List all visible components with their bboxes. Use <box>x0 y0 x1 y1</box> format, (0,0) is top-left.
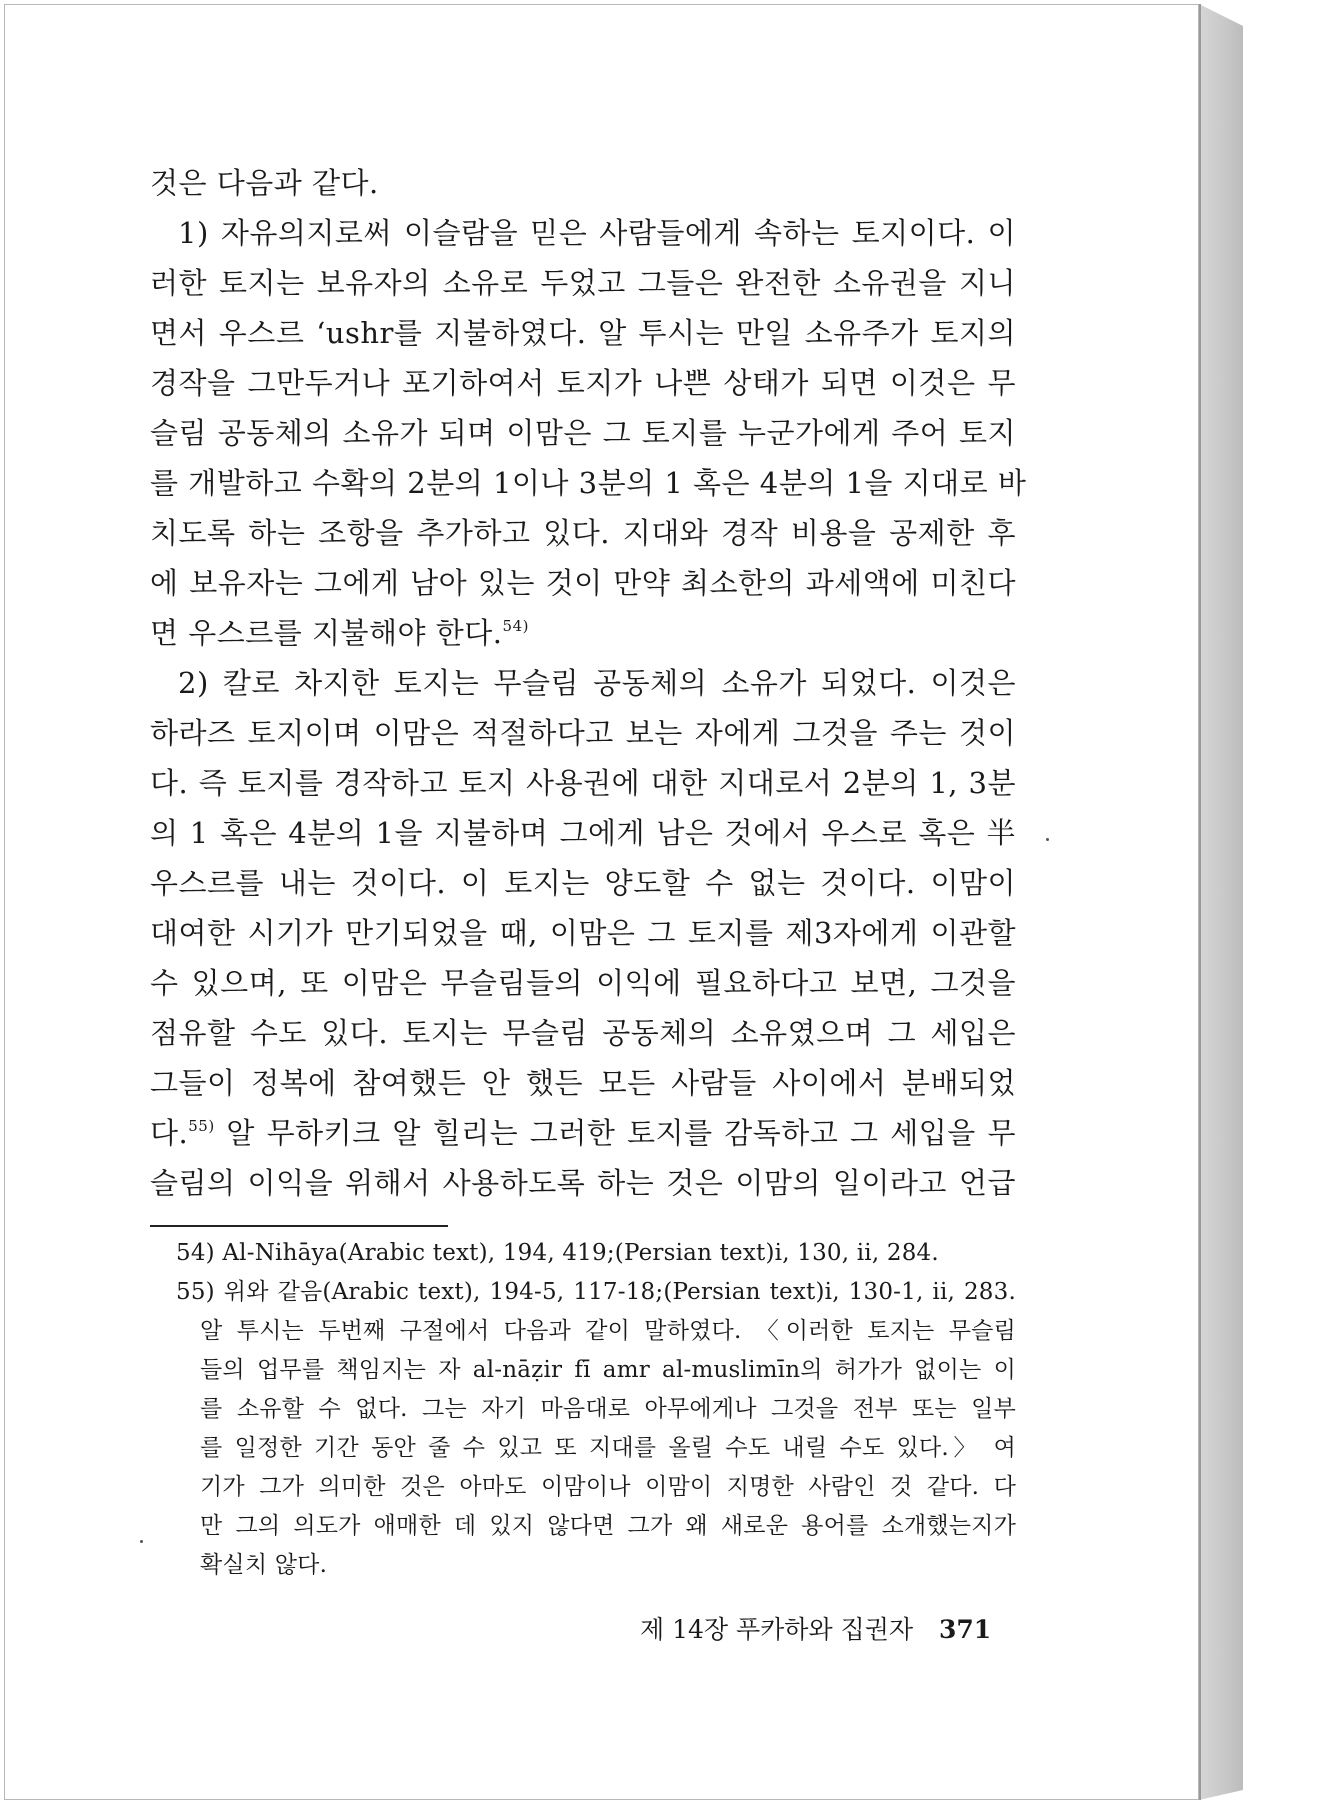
body-line: 2) 칼로 차지한 토지는 무슬림 공동체의 소유가 되었다. 이것은 <box>178 666 1016 700</box>
body-line-text: 다. <box>150 1116 189 1150</box>
footnote-line: 들의 업무를 책임지는 자 al-nāẓir fī amr al-muslimīn의 허가가 없이는 이 <box>200 1357 1016 1383</box>
footnote-line: 를 일정한 기간 동안 줄 수 있고 또 지대를 올릴 수도 내릴 수도 있다.〉 여 <box>200 1435 1016 1461</box>
body-line: 하라즈 토지이며 이맘은 적절하다고 보는 자에게 그것을 주는 것이 <box>150 716 1016 750</box>
body-line: 를 개발하고 수확의 2분의 1이나 3분의 1 혹은 4분의 1을 지대로 바 <box>150 466 1027 500</box>
footnote-line: 확실치 않다. <box>200 1552 328 1578</box>
body-line-text: 알 무하키크 알 힐리는 그러한 토지를 감독하고 그 세입을 무 <box>226 1116 1016 1150</box>
footnote-ref-54: 54) <box>502 617 529 635</box>
page-edge-line <box>1199 4 1201 1800</box>
body-line: 의 1 혹은 4분의 1을 지불하며 그에게 남은 것에서 우스로 혹은 半 <box>150 816 1016 850</box>
running-footer <box>640 1610 991 1646</box>
body-line: 점유할 수도 있다. 토지는 무슬림 공동체의 소유였으며 그 세입은 <box>150 1016 1016 1050</box>
footnote-line: 알 투시는 두번째 구절에서 다음과 같이 말하였다. 〈이러한 토지는 무슬림 <box>200 1318 1016 1344</box>
body-line: 수 있으며, 또 이맘은 무슬림들의 이익에 필요하다고 보면, 그것을 <box>150 966 1016 1000</box>
footnote-divider <box>150 1225 448 1227</box>
footnote-ref-55: 55) <box>188 1117 215 1135</box>
body-line: 에 보유자는 그에게 남아 있는 것이 만약 최소한의 과세액에 미친다 <box>150 566 1016 600</box>
body-line: 경작을 그만두거나 포기하여서 토지가 나쁜 상태가 되면 이것은 무 <box>150 366 1016 400</box>
body-line: 우스르를 내는 것이다. 이 토지는 양도할 수 없는 것이다. 이맘이 <box>150 866 1016 900</box>
body-line: 것은 다음과 같다. <box>150 166 379 200</box>
body-line: 슬림 공동체의 소유가 되며 이맘은 그 토지를 누군가에게 주어 토지 <box>150 416 1016 450</box>
body-line: 면서 우스르 ‘ushr를 지불하였다. 알 투시는 만일 소유주가 토지의 <box>150 316 1016 350</box>
body-line: 다. 즉 토지를 경작하고 토지 사용권에 대한 지대로서 2분의 1, 3분 <box>150 766 1016 800</box>
body-line: 슬림의 이익을 위해서 사용하도록 하는 것은 이맘의 일이라고 언급 <box>150 1166 1016 1200</box>
footnotes <box>176 1234 1016 1585</box>
body-line: 러한 토지는 보유자의 소유로 두었고 그들은 완전한 소유권을 지니 <box>150 266 1016 300</box>
print-speck <box>1046 838 1049 841</box>
body-line-text: 면 우스르를 지불해야 한다. <box>150 616 503 650</box>
body-line <box>150 1108 1016 1158</box>
body-line <box>150 608 1016 658</box>
footnote-line: 만 그의 의도가 애매한 데 있지 않다면 그가 왜 새로운 용어를 소개했는지가 <box>200 1513 1016 1539</box>
page-stack-edge <box>1199 4 1243 1800</box>
footnote-line: 를 소유할 수 없다. 그는 자기 마음대로 아무에게나 그것을 전부 또는 일부 <box>200 1396 1016 1422</box>
chapter-title: 제 14장 푸카하와 집권자 <box>640 1615 914 1644</box>
footnote-line: 기가 그가 의미한 것은 아마도 이맘이나 이맘이 지명한 사람인 것 같다. 다 <box>200 1474 1016 1500</box>
footnote-54: 54) Al-Nihāya(Arabic text), 194, 419;(Persian text)i, 130, ii, 284. <box>176 1240 939 1266</box>
body-line: 그들이 정복에 참여했든 안 했든 모든 사람들 사이에서 분배되었 <box>150 1066 1016 1100</box>
body-line: 1) 자유의지로써 이슬람을 믿은 사람들에게 속하는 토지이다. 이 <box>178 216 1016 250</box>
page-number: 371 <box>939 1615 992 1644</box>
body-text <box>150 158 1027 1208</box>
body-line: 치도록 하는 조항을 추가하고 있다. 지대와 경작 비용을 공제한 후 <box>150 516 1016 550</box>
print-speck <box>140 1540 143 1543</box>
body-line: 대여한 시기가 만기되었을 때, 이맘은 그 토지를 제3자에게 이관할 <box>150 916 1016 950</box>
footnote-55: 55) 위와 같음(Arabic text), 194-5, 117-18;(Persian text)i, 130-1, ii, 283. <box>176 1279 1016 1305</box>
